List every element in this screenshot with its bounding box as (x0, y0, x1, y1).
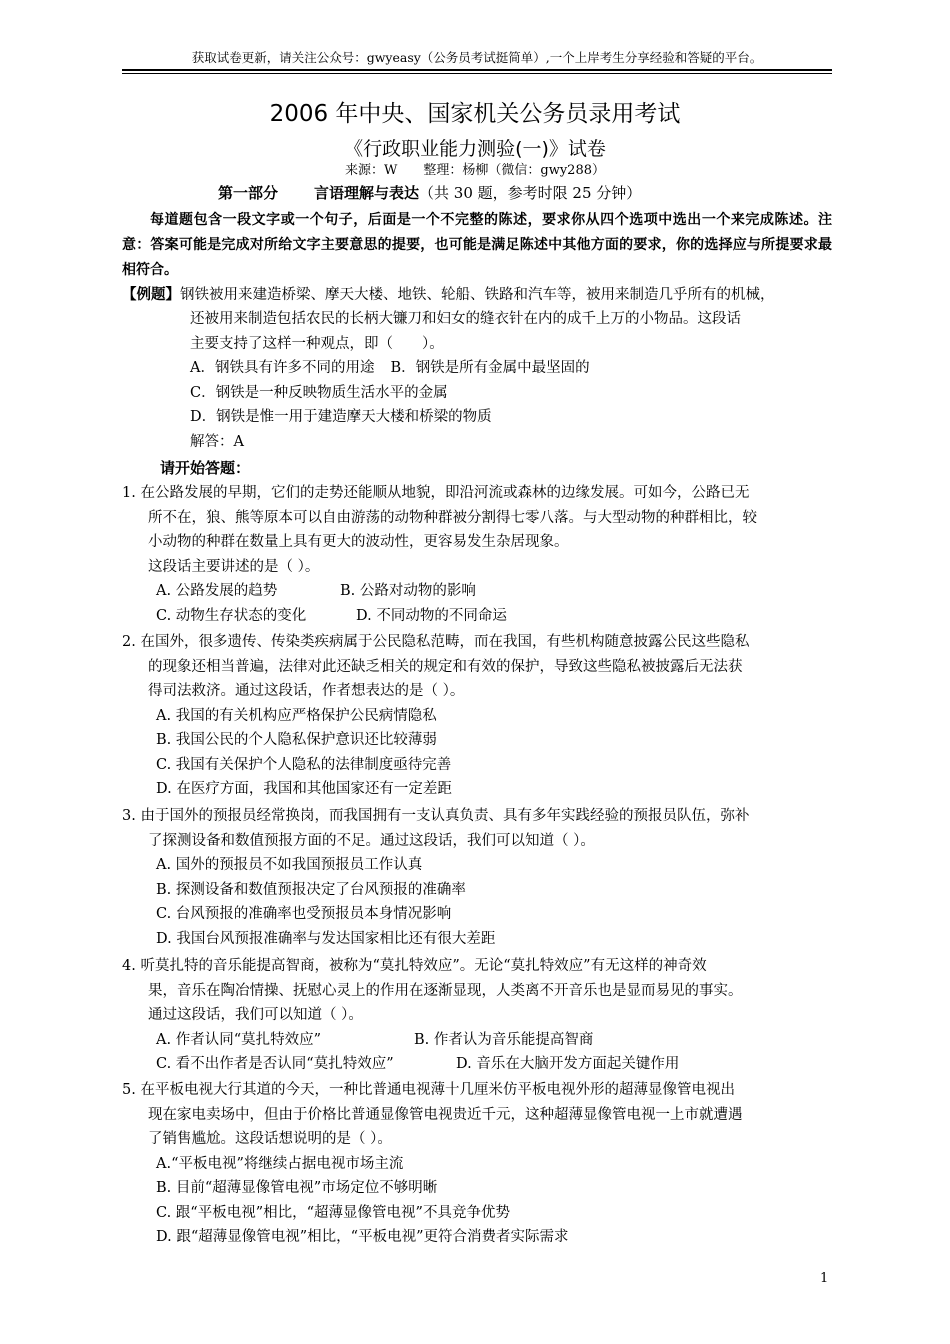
option-d: D. 音乐在大脑开发方面起关键作用 (456, 1056, 680, 1072)
example-option-b: B．钢铁是所有金属中最坚固的 (390, 360, 590, 376)
option-c: C. 跟“平板电视”相比，“超薄显像管电视”不具竞争优势 (156, 1204, 510, 1221)
option-d: D. 在医疗方面，我国和其他国家还有一定差距 (156, 781, 452, 797)
question-text: 5. 在平板电视大行其道的今天，一种比普通电视薄十几厘米仿平板电视外形的超薄显像管电视出 (122, 1082, 735, 1098)
page-subtitle: 《行政职业能力测验(一)》试卷 (344, 138, 606, 160)
question-text: 1. 在公路发展的早期，它们的走势还能顺从地貌，即沿河流或森林的边缘发展。可如今，公路已无 (122, 485, 750, 501)
example-text-2: 还被用来制造包括农民的长柄大镰刀和妇女的缝衣针在内的成千上万的小物品。这段话 (190, 311, 741, 327)
page-title: 2006 年中央、国家机关公务员录用考试 (269, 101, 681, 127)
example-first-line (122, 283, 832, 308)
question-text: 果，音乐在陶冶情操、抚慰心灵上的作用在逐渐显现，人类离不开音乐也是显而易见的事实。 (148, 982, 743, 999)
option-a: A.“平板电视”将继续占据电视市场主流 (156, 1155, 404, 1172)
question-1 (122, 481, 832, 628)
question-stem: 这段话主要讲述的是（ ）。 (148, 558, 320, 575)
question-text: 4. 听莫扎特的音乐能提高智商，被称为“莫扎特效应”。无论“莫扎特效应”有无这样的神奇效 (122, 958, 707, 974)
example-option-d: D．钢铁是惟一用于建造摩天大楼和桥梁的物质 (190, 409, 492, 425)
question-stem: 通过这段话，我们可以知道（ ）。 (148, 1007, 363, 1023)
section-part: 第一部分 (218, 184, 279, 202)
question-stem: 了探测设备和数值预报方面的不足。通过这段话，我们可以知道（ ）。 (148, 832, 595, 849)
header-rule-thin (122, 73, 832, 74)
source-line: 来源：W 整理：杨柳（微信：gwy288） (345, 163, 605, 178)
question-stem: 了销售尴尬。这段话想说明的是（ ）。 (148, 1131, 392, 1147)
question-stem: 得司法救济。通过这段话，作者想表达的是（ ）。 (148, 683, 465, 699)
option-b: B. 公路对动物的影响 (340, 583, 476, 599)
question-text: 的现象还相当普遍，法律对此还缺乏相关的规定和有效的保护，导致这些隐私被披露后无法获 (148, 658, 743, 675)
header-rule (122, 69, 832, 71)
option-b: B. 作者认为音乐能提高智商 (414, 1031, 594, 1048)
example-option-c: C．钢铁是一种反映物质生活水平的金属 (190, 384, 448, 401)
question-5 (122, 1078, 832, 1250)
option-d: D. 不同动物的不同命运 (356, 607, 507, 624)
question-4 (122, 954, 832, 1077)
example-body (190, 307, 832, 356)
example-options (190, 356, 832, 454)
section-heading (218, 182, 641, 204)
option-c: C. 台风预报的准确率也受预报员本身情况影响 (156, 906, 452, 922)
section-detail: （共 30 题，参考时限 25 分钟） (419, 184, 642, 202)
option-b: B. 探测设备和数值预报决定了台风预报的准确率 (156, 881, 466, 898)
option-a: A. 国外的预报员不如我国预报员工作认真 (156, 857, 423, 873)
option-d: D. 跟“超薄显像管电视”相比，“平板电视”更符合消费者实际需求 (156, 1229, 569, 1245)
question-3 (122, 804, 832, 951)
example-answer: 解答：A (190, 433, 244, 450)
option-a: A. 作者认同“莫扎特效应” (156, 1031, 322, 1048)
question-text: 2. 在国外，很多遗传、传染类疾病属于公民隐私范畴，而在我国，有些机构随意披露公民这些隐私 (122, 634, 750, 650)
example-option-a: A．钢铁具有许多不同的用途 (190, 360, 375, 376)
option-a: A. 我国的有关机构应严格保护公民病情隐私 (156, 707, 437, 724)
header-note: 获取试卷更新，请关注公众号：gwyeasy（公务员考试挺简单）,一个上岸考生分享经验和答疑的平台。 (191, 50, 763, 65)
option-c: C. 动物生存状态的变化 (156, 607, 307, 624)
question-2 (122, 630, 832, 802)
example-label: 【例题】 (122, 286, 180, 303)
instructions: 每道题包含一段文字或一个句子，后面是一个不完整的陈述，要求你从四个选项中选出一个来完成陈述。注意：答案可能是完成对所给文字主要意思的提要，也可能是满足陈述中其他方面的要求，你的选择应与所提要求最相符合。 (122, 212, 832, 278)
begin-label: 请开始答题： (160, 459, 251, 477)
page-number: 1 (820, 1271, 829, 1286)
question-text: 小动物的种群在数量上具有更大的波动性，更容易发生杂居现象。 (148, 534, 569, 550)
option-a: A. 公路发展的趋势 (156, 583, 278, 599)
section-name: 言语理解与表达 (314, 184, 420, 202)
question-text: 现在家电卖场中，但由于价格比普通显像管电视贵近千元，这种超薄显像管电视一上市就遭遇 (148, 1106, 743, 1123)
example-text-3: 主要支持了这样一种观点，即（ ）。 (190, 335, 444, 352)
option-c: C. 我国有关保护个人隐私的法律制度亟待完善 (156, 756, 452, 773)
question-text: 3. 由于国外的预报员经常换岗，而我国拥有一支认真负责、具有多年实践经验的预报员队伍，弥补 (122, 808, 750, 824)
example-text-1: 钢铁被用来建造桥梁、摩天大楼、地铁、轮船、铁路和汽车等，被用来制造几乎所有的机械， (180, 287, 775, 303)
question-text: 所不在，狼、熊等原本可以自由游荡的动物种群被分割得七零八落。与大型动物的种群相比，较 (148, 509, 757, 526)
option-d: D. 我国台风预报准确率与发达国家相比还有很大差距 (156, 930, 496, 947)
option-b: B. 目前“超薄显像管电视”市场定位不够明晰 (156, 1180, 438, 1196)
option-b: B. 我国公民的个人隐私保护意识还比较薄弱 (156, 732, 437, 748)
option-c: C. 看不出作者是否认同“莫扎特效应” (156, 1056, 394, 1072)
